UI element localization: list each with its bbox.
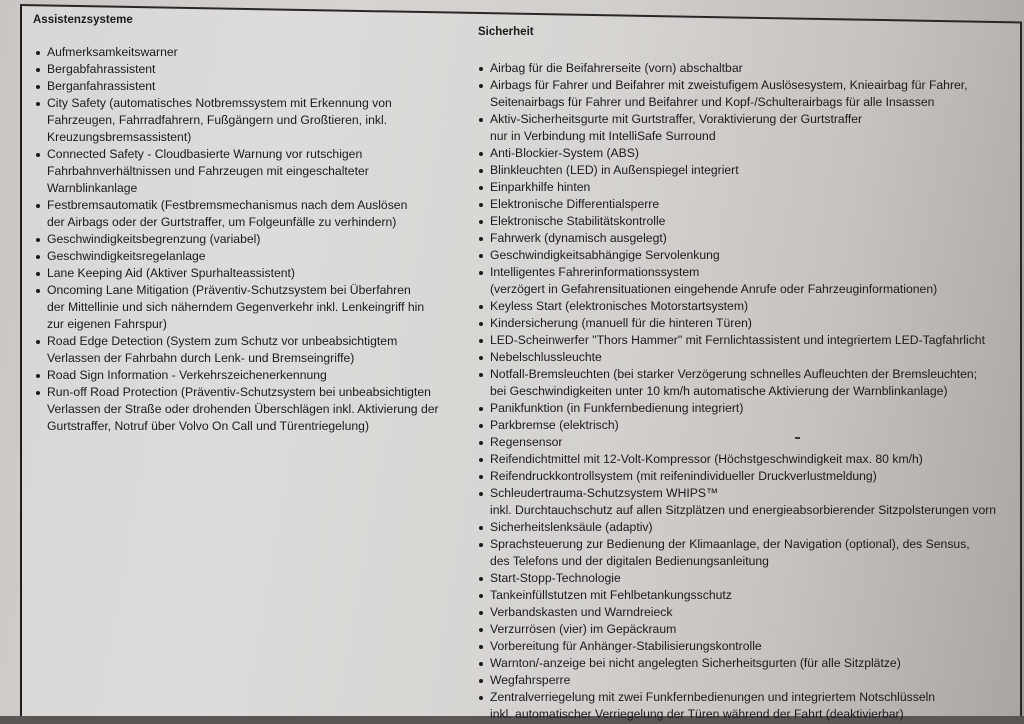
list-item: Anti-Blockier-System (ABS) bbox=[478, 145, 1008, 162]
list-item: Sprachsteuerung zur Bedienung der Klimaanlage, der Navigation (optional), des Sensus, des Telefons und der digitalen Bedienungsanleitung bbox=[478, 536, 1008, 570]
list-item: Airbags für Fahrer und Beifahrer mit zweistufigem Auslösesystem, Knieairbag für Fahrer, Seitenairbags für Fahrer und Beifahrer und Kopf-/Schulterairbags für alle Insassen bbox=[478, 77, 1008, 111]
list-item: Reifendichtmittel mit 12-Volt-Kompressor (Höchstgeschwindigkeit max. 80 km/h) bbox=[478, 451, 1008, 468]
list-item: Aktiv-Sicherheitsgurte mit Gurtstraffer, Voraktivierung der Gurtstraffer nur in Verbindung mit IntelliSafe Surround bbox=[478, 111, 1008, 145]
list-item: Tankeinfüllstutzen mit Fehlbetankungsschutz bbox=[478, 587, 1008, 604]
list-item: Aufmerksamkeitswarner bbox=[33, 44, 463, 61]
list-item: Connected Safety - Cloudbasierte Warnung vor rutschigen Fahrbahnverhältnissen und Fahrzeugen mit eingeschalteter Warnblinkanlage bbox=[33, 146, 463, 197]
list-item: Elektronische Stabilitätskontrolle bbox=[478, 213, 1008, 230]
list-item: Elektronische Differentialsperre bbox=[478, 196, 1008, 213]
list-item: Vorbereitung für Anhänger-Stabilisierungskontrolle bbox=[478, 638, 1008, 655]
list-item: Bergabfahrassistent bbox=[33, 61, 463, 78]
list-item: Sicherheitslenksäule (adaptiv) bbox=[478, 519, 1008, 536]
section-title-assistenzsysteme: Assistenzsysteme bbox=[33, 14, 133, 26]
assistance-systems-column bbox=[33, 12, 463, 435]
list-item: Reifendruckkontrollsystem (mit reifenindividueller Druckverlustmeldung) bbox=[478, 468, 1008, 485]
list-item: Oncoming Lane Mitigation (Präventiv-Schutzsystem bei Überfahren der Mittellinie und sich näherndem Gegenverkehr inkl. Lenkeingriff hin zur eigenen Fahrspur) bbox=[33, 282, 463, 333]
list-item: Keyless Start (elektronisches Motorstartsystem) bbox=[478, 298, 1008, 315]
list-item: Road Sign Information - Verkehrszeichenerkennung bbox=[33, 367, 463, 384]
list-item: Schleudertrauma-Schutzsystem WHIPS™ inkl. Durchtauchschutz auf allen Sitzplätzen und energieabsorbierender Sitzpolsterungen vorn bbox=[478, 485, 1008, 519]
list-item: Road Edge Detection (System zum Schutz vor unbeabsichtigtem Verlassen der Fahrbahn durch Lenk- und Bremseingriffe) bbox=[33, 333, 463, 367]
list-item: Zentralverriegelung mit zwei Funkfernbedienungen und integriertem Notschlüsseln inkl. automatischer Verriegelung der Türen während der Fahrt (deaktivierbar) bbox=[478, 689, 1008, 723]
list-item: Airbag für die Beifahrerseite (vorn) abschaltbar bbox=[478, 60, 1008, 77]
list-item: Run-off Road Protection (Präventiv-Schutzsystem bei unbeabsichtigten Verlassen der Straße oder drohenden Überschlägen inkl. Aktivierung der Gurtstraffer, Notruf über Volvo On Call und Türentriegelung) bbox=[33, 384, 463, 435]
list-item: Verbandskasten und Warndreieck bbox=[478, 604, 1008, 621]
list-item: Panikfunktion (in Funkfernbedienung integriert) bbox=[478, 400, 1008, 417]
list-item: Fahrwerk (dynamisch ausgelegt) bbox=[478, 230, 1008, 247]
list-item: Geschwindigkeitsabhängige Servolenkung bbox=[478, 247, 1008, 264]
section-title-sicherheit: Sicherheit bbox=[478, 26, 534, 38]
list-item: Einparkhilfe hinten bbox=[478, 179, 1008, 196]
list-item: Nebelschlussleuchte bbox=[478, 349, 1008, 366]
list-item: Kindersicherung (manuell für die hinteren Türen) bbox=[478, 315, 1008, 332]
assistance-systems-list bbox=[33, 44, 463, 435]
list-item: City Safety (automatisches Notbremssystem mit Erkennung von Fahrzeugen, Fahrradfahrern, Fußgängern und Großtieren, inkl. Kreuzungsbremsassistent) bbox=[33, 95, 463, 146]
list-item: Geschwindigkeitsbegrenzung (variabel) bbox=[33, 231, 463, 248]
stray-mark bbox=[795, 437, 800, 439]
list-item: Parkbremse (elektrisch) bbox=[478, 417, 1008, 434]
list-item: Intelligentes Fahrerinformationssystem (verzögert in Gefahrensituationen eingehende Anrufe oder Fahrzeuginformationen) bbox=[478, 264, 1008, 298]
list-item: Start-Stopp-Technologie bbox=[478, 570, 1008, 587]
list-item: Regensensor bbox=[478, 434, 1008, 451]
list-item: Verzurrösen (vier) im Gepäckraum bbox=[478, 621, 1008, 638]
list-item: Berganfahrassistent bbox=[33, 78, 463, 95]
list-item: Festbremsautomatik (Festbremsmechanismus nach dem Auslösen der Airbags oder der Gurtstraffer, um Folgeunfälle zu verhindern) bbox=[33, 197, 463, 231]
list-item: Blinkleuchten (LED) in Außenspiegel integriert bbox=[478, 162, 1008, 179]
safety-column bbox=[478, 24, 1008, 723]
list-item: Notfall-Bremsleuchten (bei starker Verzögerung schnelles Aufleuchten der Bremsleuchten; bei Geschwindigkeiten unter 10 km/h automatische Aktivierung der Warnblinkanlage) bbox=[478, 366, 1008, 400]
list-item: LED-Scheinwerfer "Thors Hammer" mit Fernlichtassistent und integriertem LED-Tagfahrlicht bbox=[478, 332, 1008, 349]
list-item: Lane Keeping Aid (Aktiver Spurhalteassistent) bbox=[33, 265, 463, 282]
safety-list bbox=[478, 60, 1008, 723]
list-item: Warnton/-anzeige bei nicht angelegten Sicherheitsgurten (für alle Sitzplätze) bbox=[478, 655, 1008, 672]
list-item: Geschwindigkeitsregelanlage bbox=[33, 248, 463, 265]
list-item: Wegfahrsperre bbox=[478, 672, 1008, 689]
